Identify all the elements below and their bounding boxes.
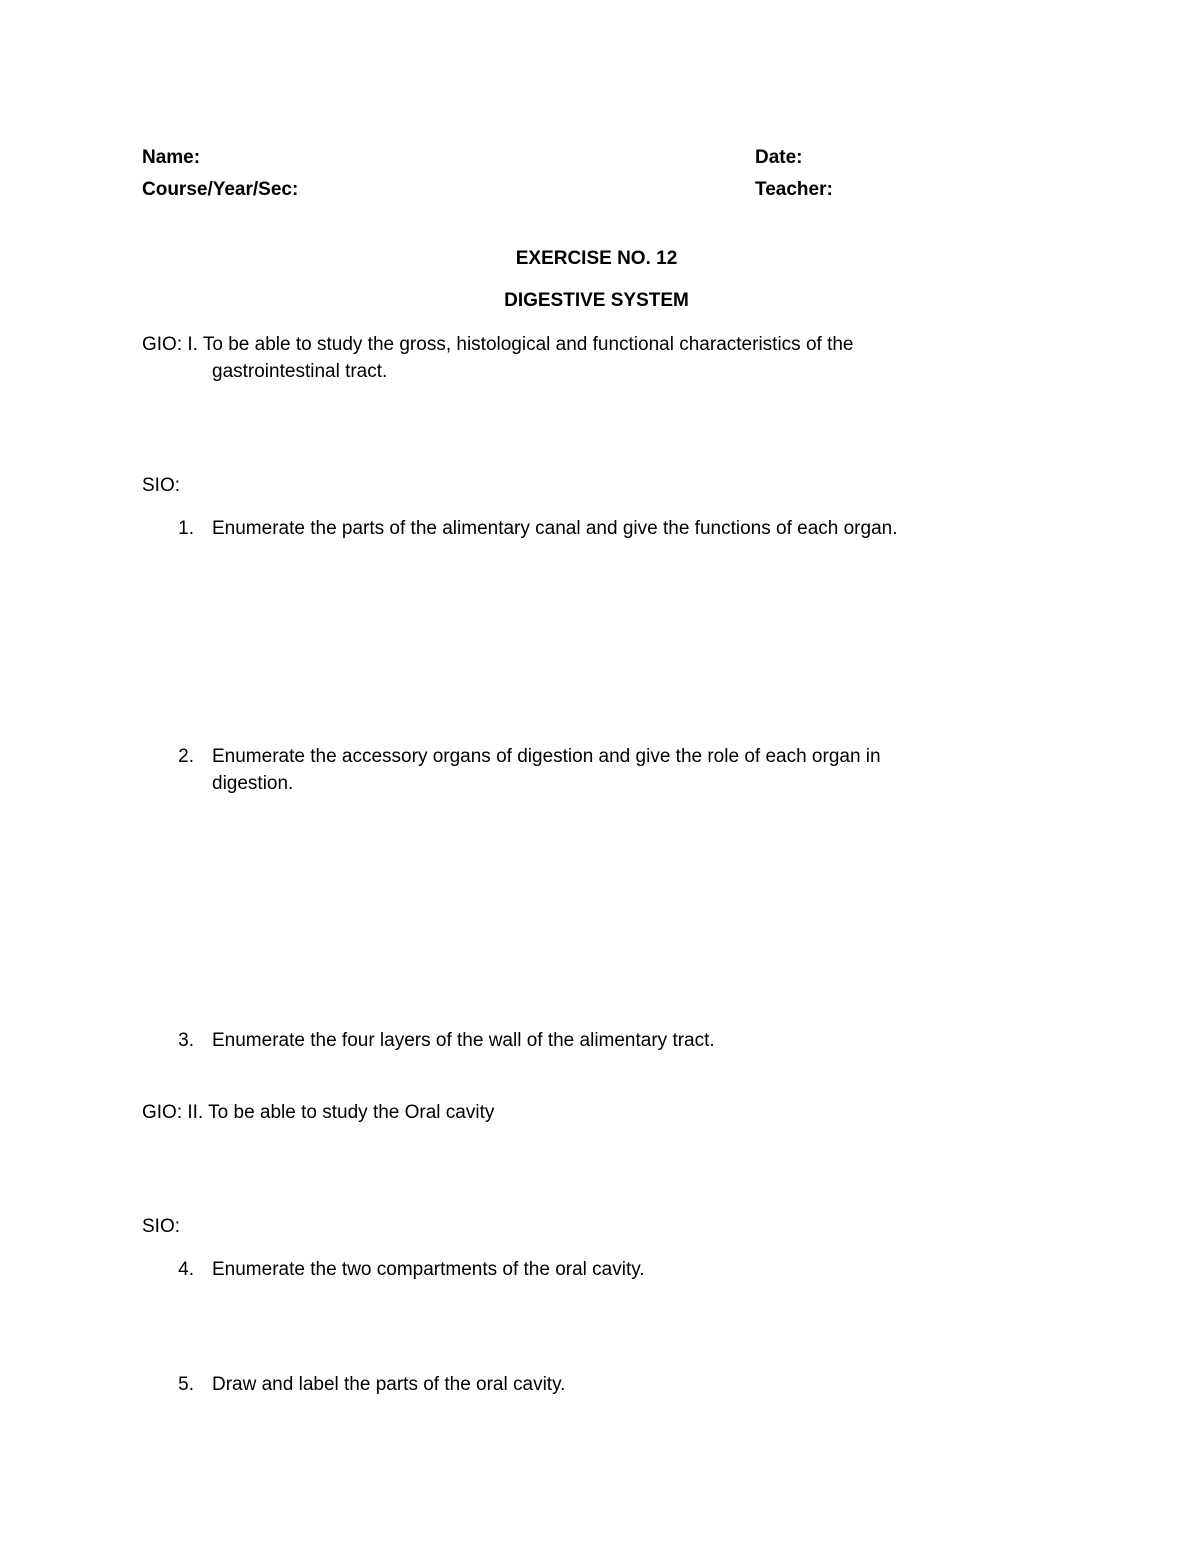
gio-1-line-2: gastrointestinal tract. (212, 361, 388, 382)
item-4-text: Enumerate the two compartments of the oral cavity. (212, 1259, 645, 1280)
name-label: Name: (142, 147, 201, 168)
sio-label-2: SIO: (142, 1216, 181, 1237)
course-year-sec-label: Course/Year/Sec: (142, 179, 299, 200)
item-3-text: Enumerate the four layers of the wall of the alimentary tract. (212, 1030, 715, 1051)
item-1-text: Enumerate the parts of the alimentary canal and give the functions of each organ. (212, 518, 898, 539)
item-5-number: 5. (178, 1374, 194, 1395)
gio-1-line-1: GIO: I. To be able to study the gross, histological and functional characteristics of the (142, 334, 854, 355)
item-3-number: 3. (178, 1030, 194, 1051)
gio-2-line-1: GIO: II. To be able to study the Oral cavity (142, 1102, 495, 1123)
item-1-number: 1. (178, 518, 194, 539)
teacher-label: Teacher: (755, 179, 833, 200)
date-label: Date: (755, 147, 803, 168)
exercise-title: EXERCISE NO. 12 (515, 248, 678, 269)
subject-title: DIGESTIVE SYSTEM (504, 290, 689, 311)
item-2-number: 2. (178, 746, 194, 767)
item-4-number: 4. (178, 1259, 194, 1280)
item-2-text-line-1: Enumerate the accessory organs of digestion and give the role of each organ in (212, 746, 881, 767)
item-5-text: Draw and label the parts of the oral cavity. (212, 1374, 566, 1395)
sio-label: SIO: (142, 475, 181, 496)
item-2-text-line-2: digestion. (212, 773, 294, 794)
